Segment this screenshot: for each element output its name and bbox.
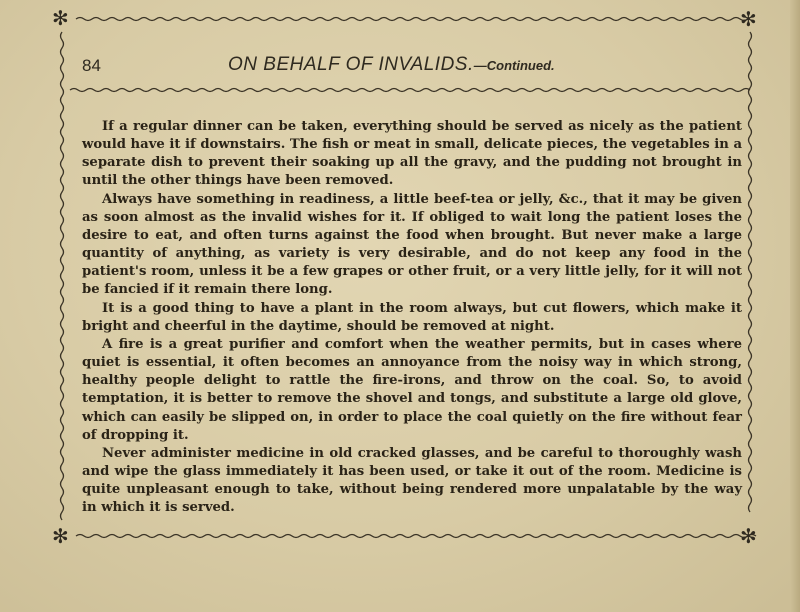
right-wavy-rule — [749, 32, 752, 512]
running-head — [228, 54, 555, 76]
corner-ornament-bottom-right: ✻ — [740, 524, 757, 548]
corner-ornament-bottom-left: ✻ — [52, 524, 69, 548]
page-header — [82, 54, 762, 82]
page-number: 84 — [82, 56, 101, 75]
paragraph-plants: It is a good thing to have a plant in the room always, but cut flowers, which make it bright and cheerful in the daytime, should be removed at night. — [82, 300, 742, 334]
corner-ornament-top-left: ✻ — [52, 6, 69, 30]
under-header-wavy-rule — [70, 89, 750, 92]
body-text — [82, 118, 742, 517]
paragraph-dinner: If a regular dinner can be taken, everything should be served as nicely as the patient would have it if downstairs. The fish or meat in small, delicate pieces, the vegetables in a separate dish to prevent their soaking up all the gravy, and the pudding not brought in until the other things have been removed. — [82, 119, 742, 189]
paragraph-readiness: Always have something in readiness, a little beef-tea or jelly, &c., that it may be given as soon almost as the invalid wishes for it. If obliged to wait long the patient loses the desire to eat, and often turns against the food when brought. But never make a large quantity of anything, as variety is very desirable, and do not keep any food in the patient's room, unless it be a few grapes or other fruit, or a very little jelly, for it will not be fancied if it remain there long. — [82, 191, 742, 298]
bottom-wavy-rule — [76, 535, 756, 538]
left-wavy-rule — [61, 32, 64, 520]
corner-ornament-top-right: ✻ — [740, 7, 757, 31]
running-head-continued: —Continued. — [473, 58, 555, 73]
paragraph-medicine: Never administer medicine in old cracked glasses, and be careful to thoroughly wash and wipe the glass immediately it has been used, or take it out of the room. Medicine is quite unpleasant enough to take, without being rendered more unpalatable by the way in which it is served. — [82, 445, 742, 516]
paragraph-fire: A fire is a great purifier and comfort when the weather permits, but in cases where quiet is essential, it often becomes an annoyance from the noisy way in which strong, healthy people delight to rattle the fire-irons, and throw on the coal. So, to avoid temptation, it is better to remove the shovel and tongs, and substitute a large old glove, which can easily be slipped on, in order to place the coal quietly on the fire without fear of dropping it. — [82, 336, 742, 443]
running-head-title: ON BEHALF OF INVALIDS. — [228, 54, 474, 75]
top-wavy-rule — [76, 18, 748, 21]
